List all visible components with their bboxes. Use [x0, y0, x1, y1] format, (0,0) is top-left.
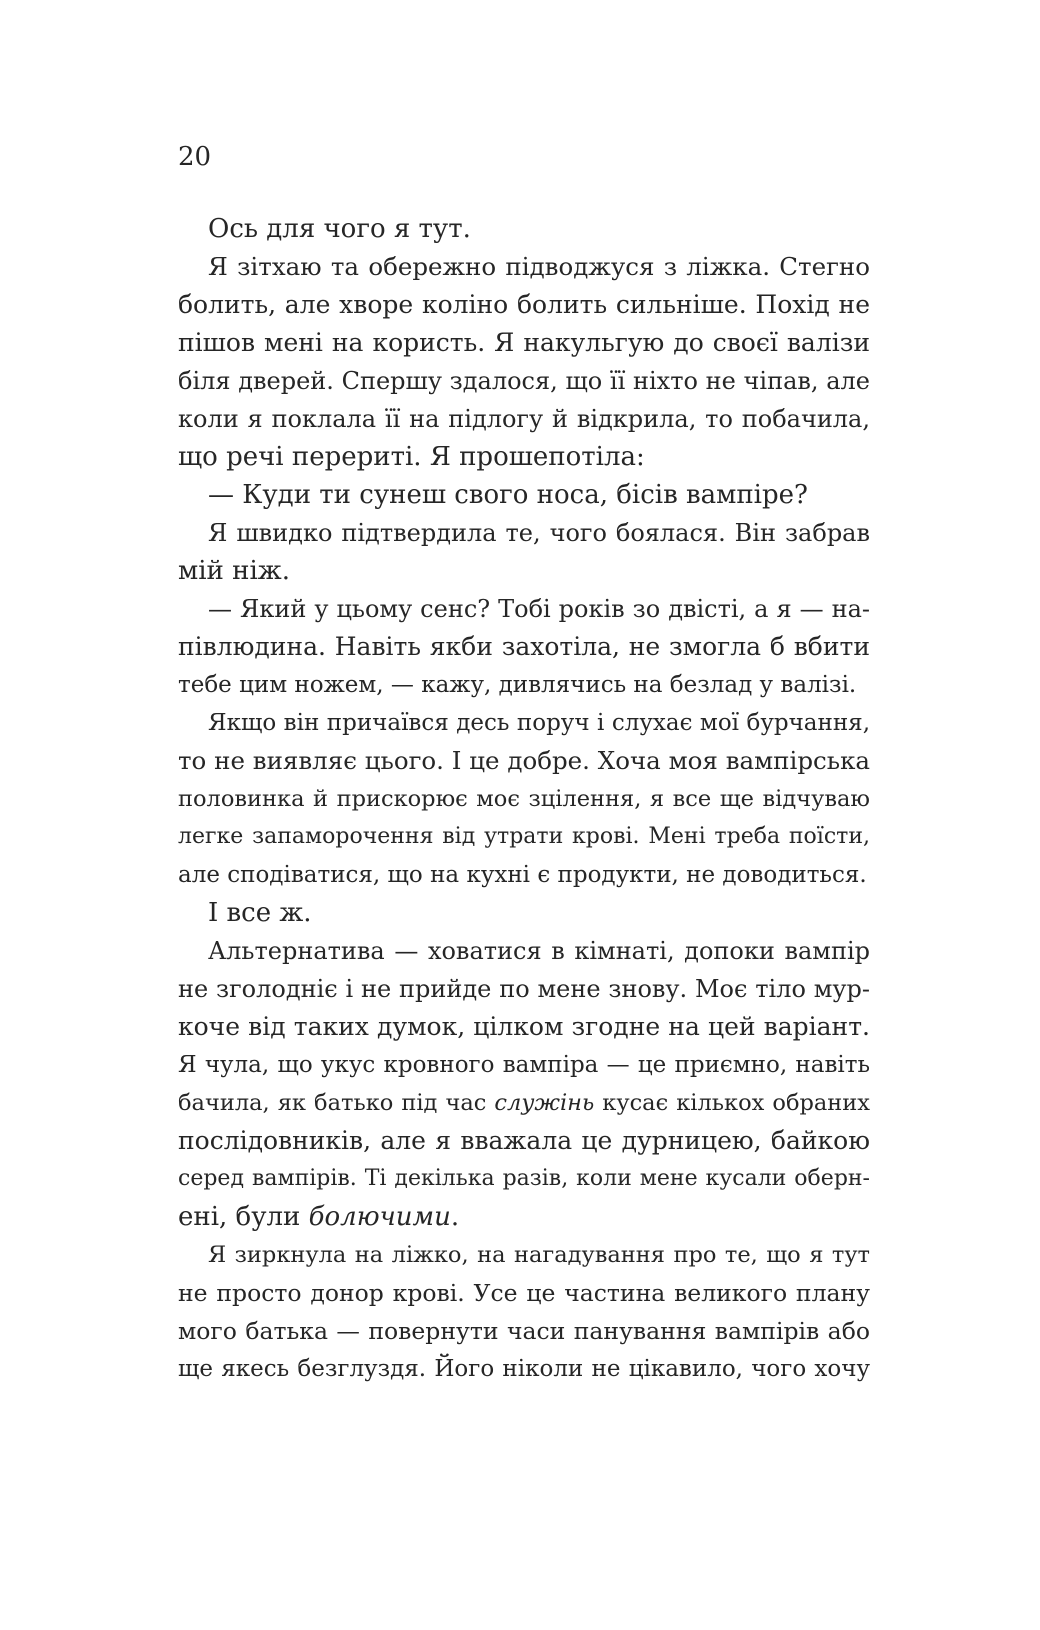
- text-segment: серед вампірів. Ті декілька разів, коли мене кусали оберн-: [178, 1166, 870, 1191]
- text-line: [178, 1046, 870, 1084]
- italic-text: служінь: [494, 1090, 595, 1116]
- text-line: [178, 438, 870, 476]
- text-segment: .: [450, 1202, 460, 1232]
- text-line: [178, 1008, 870, 1046]
- text-segment: Ось для чого я тут.: [208, 214, 471, 244]
- page-number: 20: [178, 142, 212, 172]
- text-line: [178, 1084, 870, 1122]
- text-segment: ені, були: [178, 1202, 309, 1232]
- text-segment: — Який у цьому сенс? Тобі років зо двісті, а я — на-: [208, 595, 870, 623]
- text-segment: коче від таких думок, цілком згодне на цей варіант.: [178, 1012, 870, 1041]
- text-line: [178, 780, 870, 818]
- text-line: [178, 400, 870, 438]
- text-line: [178, 248, 870, 286]
- text-segment: послідовників, але я вважала це дурницею, байкою: [178, 1126, 870, 1155]
- text-line: [178, 362, 870, 400]
- text-line: [178, 1122, 870, 1160]
- text-segment: що речі перериті. Я прошепотіла:: [178, 442, 645, 472]
- text-line: [178, 1236, 870, 1274]
- text-segment: Якщо він причаївся десь поруч і слухає мої бурчання,: [208, 710, 870, 736]
- italic-text: болючими: [308, 1202, 451, 1232]
- text-line: [178, 894, 870, 932]
- text-segment: Я зиркнула на ліжко, на нагадування про те, що я тут: [208, 1242, 870, 1268]
- text-segment: легке запаморочення від утрати крові. Мені треба поїсти,: [178, 824, 870, 849]
- text-line: [178, 1312, 870, 1350]
- text-line: [178, 742, 870, 780]
- text-segment: Я чула, що укус кровного вампіра — це приємно, навіть: [178, 1052, 870, 1078]
- text-segment: але сподіватися, що на кухні є продукти, не доводиться.: [178, 862, 867, 888]
- text-line: [178, 628, 870, 666]
- text-segment: півлюдина. Навіть якби захотіла, не змогла б вбити: [178, 632, 870, 661]
- text-segment: не просто донор крові. Усе це частина великого плану: [178, 1279, 870, 1307]
- text-segment: коли я поклала її на підлогу й відкрила, то побачила,: [178, 405, 870, 433]
- text-line: [178, 476, 870, 514]
- text-segment: пішов мені на користь. Я накульгую до своєї валізи: [178, 328, 870, 357]
- text-line: [178, 552, 870, 590]
- text-line: [178, 932, 870, 970]
- text-segment: ще якесь безглуздя. Його ніколи не цікавило, чого хочу: [178, 1356, 870, 1382]
- text-line: [178, 704, 870, 742]
- text-line: [178, 856, 870, 894]
- text-segment: бачила, як батько під час: [178, 1090, 495, 1116]
- text-segment: Я швидко підтвердила те, чого боялася. Він забрав: [208, 519, 870, 547]
- text-segment: не зголодніє і не прийде по мене знову. Моє тіло мур-: [178, 975, 870, 1003]
- text-line: [178, 818, 870, 856]
- text-segment: кусає кількох обраних: [594, 1090, 870, 1116]
- text-segment: половинка й прискорює моє зцілення, я все ще відчуваю: [178, 786, 870, 812]
- text-line: [178, 1350, 870, 1388]
- text-line: [178, 1198, 870, 1236]
- body-text: [178, 210, 870, 1388]
- text-line: [178, 1274, 870, 1312]
- text-line: [178, 210, 870, 248]
- text-segment: І все ж.: [208, 898, 312, 928]
- text-line: [178, 590, 870, 628]
- text-line: [178, 324, 870, 362]
- text-segment: Альтернатива — ховатися в кімнаті, допоки вампір: [208, 937, 870, 965]
- text-segment: Я зітхаю та обережно підводжуся з ліжка. Стегно: [208, 252, 870, 281]
- text-line: [178, 1160, 870, 1198]
- text-segment: болить, але хворе коліно болить сильніше. Похід не: [178, 290, 870, 319]
- text-segment: тебе цим ножем, — кажу, дивлячись на безлад у валізі.: [178, 672, 857, 698]
- text-segment: біля дверей. Спершу здалося, що її ніхто не чіпав, але: [178, 367, 870, 395]
- text-line: [178, 666, 870, 704]
- text-line: [178, 286, 870, 324]
- text-segment: то не виявляє цього. І це добре. Хоча моя вампірська: [178, 746, 870, 775]
- text-line: [178, 514, 870, 552]
- text-segment: мій ніж.: [178, 556, 290, 586]
- text-segment: — Куди ти сунеш свого носа, бісів вампіре?: [208, 480, 808, 510]
- text-segment: мого батька — повернути часи панування вампірів або: [178, 1317, 870, 1345]
- text-line: [178, 970, 870, 1008]
